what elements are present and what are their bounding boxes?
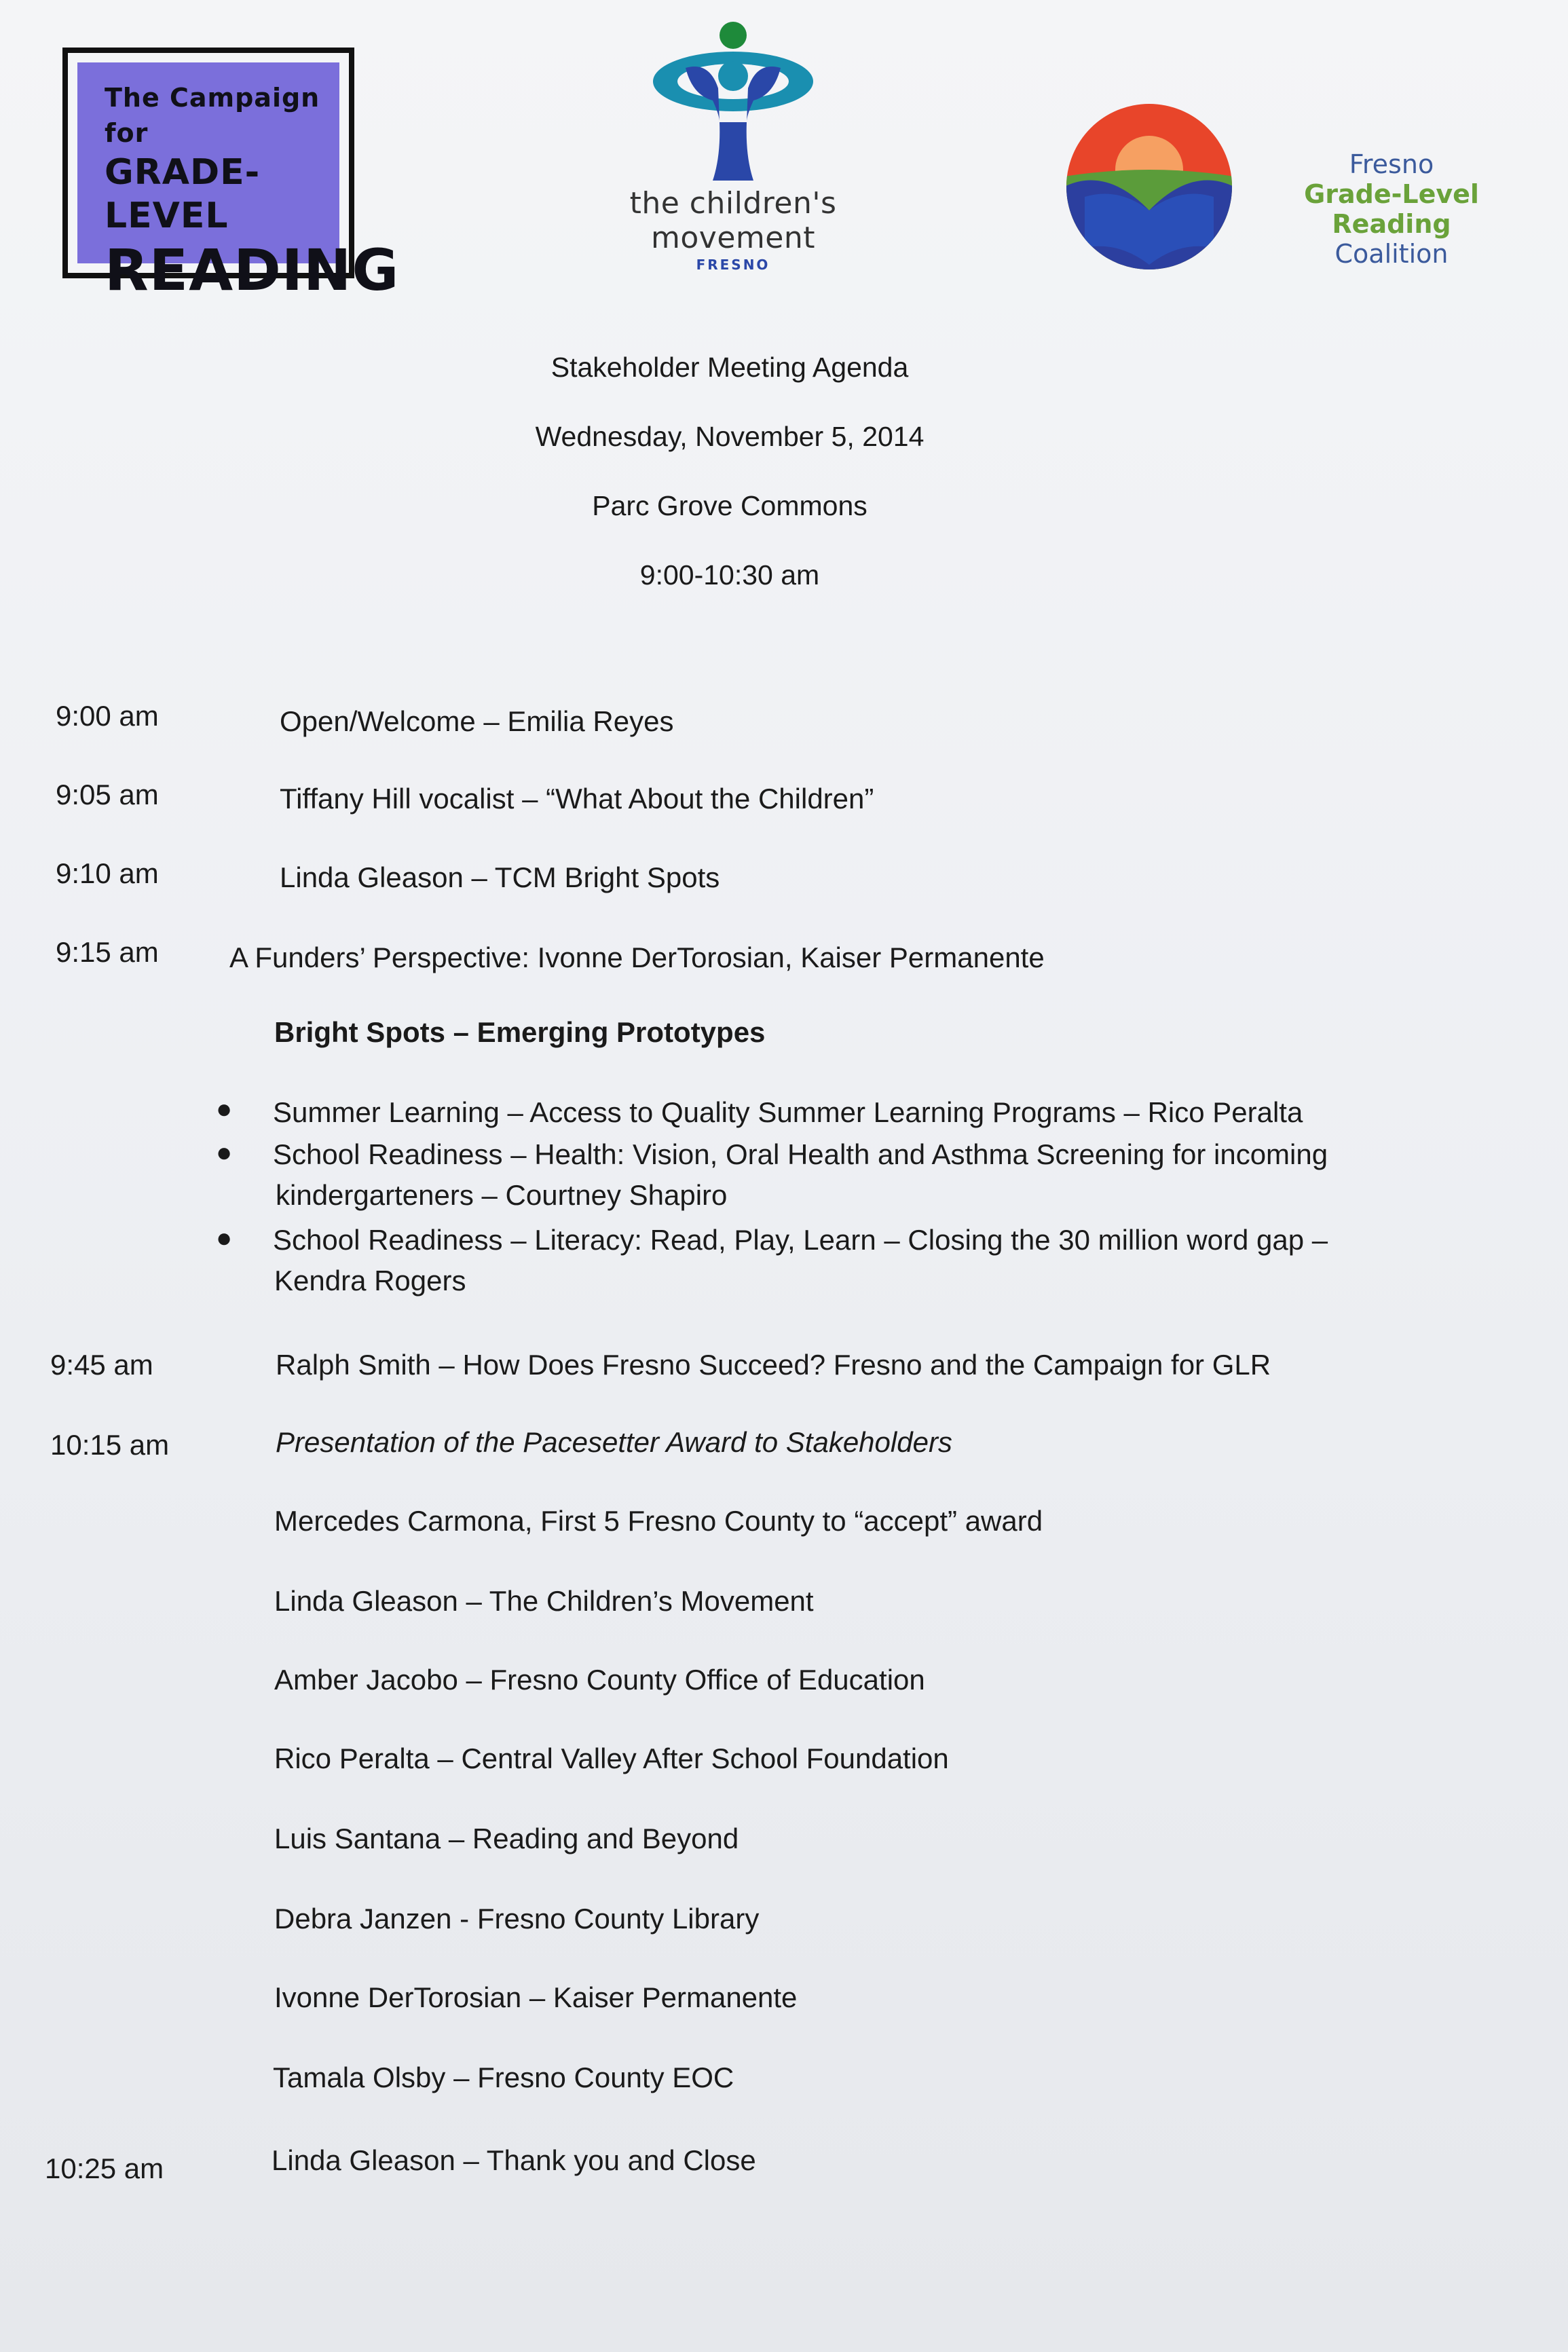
agenda-item-time: 10:15 am xyxy=(50,1429,170,1461)
tcm-figure-icon xyxy=(645,20,821,183)
award-recipient: Tamala Olsby – Fresno County EOC xyxy=(273,2061,734,2093)
award-recipient: Rico Peralta – Central Valley After School Foundation xyxy=(274,1742,949,1774)
agenda-item-time: 9:00 am xyxy=(56,700,159,732)
agenda-item-time: 9:15 am xyxy=(56,936,159,968)
fresno-glr-logo-text xyxy=(1242,149,1541,269)
pacesetter-award-heading: Presentation of the Pacesetter Award to Stakeholders xyxy=(276,1426,952,1458)
cglr-logo-line3: READING xyxy=(105,237,400,303)
award-recipient: Amber Jacobo – Fresno County Office of Education xyxy=(274,1664,925,1696)
bright-spot-bullet: Summer Learning – Access to Quality Summer Learning Programs – Rico Peralta xyxy=(273,1096,1303,1128)
agenda-item-time: 9:10 am xyxy=(56,857,159,889)
tcm-logo-sub: FRESNO xyxy=(696,257,770,273)
cglr-logo xyxy=(62,48,400,303)
agenda-time-range: 9:00-10:30 am xyxy=(639,559,820,591)
bright-spots-heading: Bright Spots – Emerging Prototypes xyxy=(274,1016,766,1048)
tcm-logo xyxy=(543,20,923,273)
agenda-item-text: A Funders’ Perspective: Ivonne DerTorosian, Kaiser Permanente xyxy=(229,941,1045,973)
agenda-title: Stakeholder Meeting Agenda xyxy=(550,352,909,383)
agenda-item-time: 9:05 am xyxy=(56,779,159,810)
bullet-icon: ● xyxy=(216,1094,233,1124)
agenda-date: Wednesday, November 5, 2014 xyxy=(535,421,925,452)
agenda-item-text: Linda Gleason – Thank you and Close xyxy=(272,2144,756,2176)
agenda-item-text: Ralph Smith – How Does Fresno Succeed? Fresno and the Campaign for GLR xyxy=(276,1349,1271,1381)
agenda-location: Parc Grove Commons xyxy=(592,490,867,521)
award-recipient: Debra Janzen - Fresno County Library xyxy=(274,1903,760,1935)
award-recipient: Luis Santana – Reading and Beyond xyxy=(274,1823,739,1854)
cglr-logo-panel xyxy=(77,62,400,303)
award-recipient: Linda Gleason – The Children’s Movement xyxy=(274,1585,814,1617)
agenda-item-text: Tiffany Hill vocalist – “What About the Children” xyxy=(280,783,874,815)
agenda-header xyxy=(0,353,1459,630)
fresno-glr-line2: Grade-Level Reading xyxy=(1304,179,1479,239)
bright-spot-bullet-cont: kindergarteners – Courtney Shapiro xyxy=(276,1179,728,1211)
award-recipient: Mercedes Carmona, First 5 Fresno County to “accept” award xyxy=(274,1505,1043,1537)
agenda-item-text: Open/Welcome – Emilia Reyes xyxy=(280,705,674,737)
agenda-item-text: Linda Gleason – TCM Bright Spots xyxy=(280,861,720,893)
award-recipient: Ivonne DerTorosian – Kaiser Permanente xyxy=(274,1981,798,2013)
fresno-glr-logo xyxy=(1064,102,1539,278)
bright-spot-bullet: School Readiness – Literacy: Read, Play, Learn – Closing the 30 million word gap – xyxy=(273,1224,1328,1256)
bright-spot-bullet-cont: Kendra Rogers xyxy=(274,1265,466,1296)
agenda-item-time: 9:45 am xyxy=(50,1349,153,1381)
agenda-item-time: 10:25 am xyxy=(45,2152,164,2184)
fresno-glr-line1: Fresno xyxy=(1349,149,1434,179)
tcm-logo-name: the children's movement xyxy=(629,186,837,255)
bright-spot-bullet: School Readiness – Health: Vision, Oral Health and Asthma Screening for incoming xyxy=(273,1138,1328,1170)
bullet-icon: ● xyxy=(216,1138,233,1168)
sunrise-book-icon xyxy=(1064,102,1234,272)
cglr-logo-line2: GRADE-LEVEL xyxy=(105,152,261,236)
fresno-glr-line3: Coalition xyxy=(1334,239,1449,269)
cglr-logo-line1: The Campaign for xyxy=(105,83,320,148)
bullet-icon: ● xyxy=(216,1223,233,1253)
